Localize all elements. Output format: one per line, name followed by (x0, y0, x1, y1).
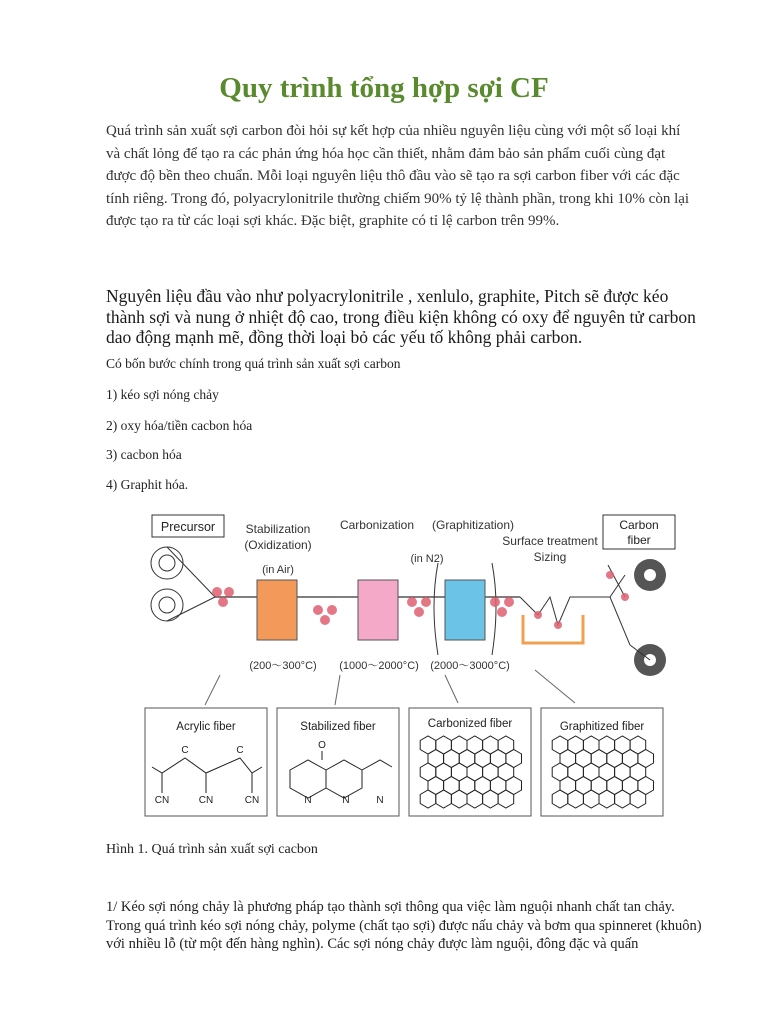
atom-n: N (304, 795, 312, 806)
steps-intro: Có bốn bước chính trong quá trình sản xuất sợi carbon (106, 356, 401, 371)
atom-c: C (236, 745, 244, 756)
graphitized-lattice (552, 736, 653, 808)
materials-paragraph: Nguyên liệu đầu vào như polyacrylonitrile , xenlulo, graphite, Pitch sẽ được kéo thành sợi và nung ở nhiệt độ cao, trong điều kiện không có oxy để nguyên tử carbon dao động mạnh mẽ, đồng thời loại bỏ các yếu tố không phải carbon. (106, 286, 696, 347)
graphitized-fiber-label: Graphitized fiber (559, 721, 645, 733)
figure-caption: Hình 1. Quá trình sản xuất sợi cacbon (106, 842, 318, 857)
graphitization-label: (Graphitization) (431, 518, 515, 532)
in-air-label: (in Air) (262, 564, 294, 576)
lattice-hexagon (583, 790, 599, 808)
atom-n: N (342, 795, 350, 806)
oxidization-label: (Oxidization) (244, 538, 312, 552)
fiber-label: fiber (627, 533, 651, 547)
lattice-hexagon (420, 790, 436, 808)
step-3: 3) cacbon hóa (106, 447, 182, 462)
precursor-label: Precursor (160, 520, 216, 534)
stage-arrows (205, 670, 575, 705)
lattice-hexagon (630, 790, 646, 808)
temp-graphitization: (2000～3000°C) (430, 660, 510, 672)
step-2: 2) oxy hóa/tiền cacbon hóa (106, 418, 253, 433)
process-diagram (140, 505, 680, 830)
carbon-label: Carbon (619, 518, 659, 532)
lattice-hexagon (599, 790, 615, 808)
group-cn: CN (244, 795, 260, 806)
lattice-hexagon (568, 790, 584, 808)
group-cn: CN (198, 795, 214, 806)
group-cn: CN (154, 795, 170, 806)
temp-stabilization: (200～300°C) (249, 660, 317, 672)
in-n2-label: (in N2) (410, 553, 444, 565)
step-1: 1) kéo sợi nóng chảy (106, 387, 219, 402)
sizing-tray (523, 615, 583, 643)
lattice-hexagon (451, 790, 467, 808)
acrylic-fiber-label: Acrylic fiber (176, 721, 236, 733)
atom-c: C (181, 745, 189, 756)
carbonized-fiber-label: Carbonized fiber (427, 718, 513, 730)
lattice-hexagon (467, 790, 483, 808)
output-spools (634, 559, 666, 676)
surface-treatment-label: Surface treatment (502, 534, 598, 548)
stabilization-label: Stabilization (245, 522, 311, 536)
atom-n: N (376, 795, 384, 806)
step-4: 4) Graphit hóa. (106, 477, 189, 492)
melt-spinning-paragraph: 1/ Kéo sợi nóng chảy là phương pháp tạo thành sợi thông qua việc làm nguội nhanh chất tan chảy. Trong quá trình kéo sợi nóng chảy, polyme (chất tạo sợi) được nấu chảy và bơm qua spinneret (khuôn) với nhiều lỗ (từ một đến hàng nghìn). Các sợi nóng chảy được làm nguội, đông đặc và quấn (106, 899, 702, 952)
intro-paragraph: Quá trình sản xuất sợi carbon đòi hỏi sự kết hợp của nhiều nguyên liệu cùng với một số loại khí và chất lỏng để tạo ra các phản ứng hóa học cần thiết, nhằm đảm bảo sản phẩm cuối cùng đạt được độ bền theo chuẩn. Mỗi loại nguyên liệu thô đầu vào sẽ tạo ra sợi carbon fiber với các đặc tính riêng. Trong đó, polyacrylonitrile thường chiếm 90% tỷ lệ thành phần, trong khi 10% còn lại được tạo ra từ các loại sợi khác. Đặc biệt, graphite có tỉ lệ carbon trên 99%. (106, 123, 690, 229)
page-title: Quy trình tổng hợp sợi CF (219, 72, 549, 104)
lattice-hexagon (552, 790, 568, 808)
stabilized-fiber-label: Stabilized fiber (300, 721, 376, 733)
carbonization-furnace (358, 580, 398, 640)
atom-o: O (318, 740, 326, 751)
lattice-hexagon (483, 790, 499, 808)
lattice-hexagon (436, 790, 452, 808)
carbonization-label: Carbonization (339, 518, 415, 532)
temp-carbonization: (1000～2000°C) (339, 660, 419, 672)
graphitization-furnace (445, 580, 485, 640)
lattice-hexagon (615, 790, 631, 808)
stabilization-furnace (257, 580, 297, 640)
carbonized-lattice (420, 736, 521, 808)
sizing-label: Sizing (533, 550, 567, 564)
lattice-hexagon (498, 790, 514, 808)
